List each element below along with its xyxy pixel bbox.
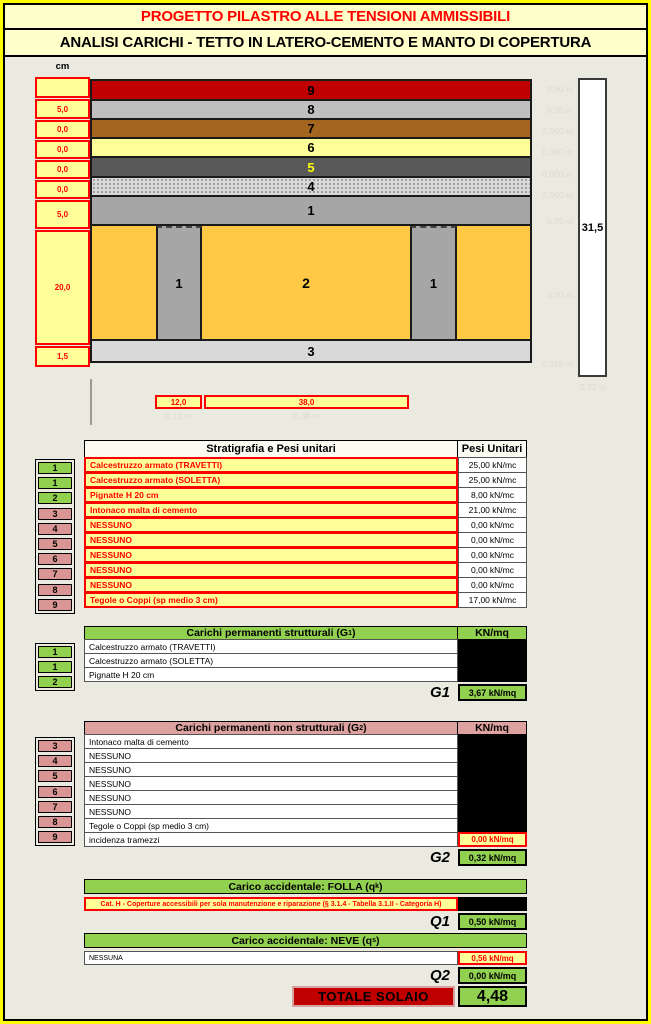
layer-number-badge: 8	[38, 584, 72, 596]
meter-label: 0,000 m	[542, 126, 573, 136]
layer-6: 6	[92, 139, 530, 158]
total-height-meter: 0,32 m	[580, 382, 606, 392]
layer-plaster: 3	[92, 341, 530, 361]
neve-title: Carico accidentale: NEVE (q s )	[84, 933, 527, 948]
load-item-label: NESSUNO	[84, 748, 458, 763]
layer-number-badge: 5	[38, 538, 72, 550]
load-item-label: Intonaco malta di cemento	[84, 734, 458, 749]
meter-label: 0,015 m	[542, 359, 573, 369]
unit-weight-value: 25,00 kN/mc	[458, 457, 527, 473]
incidenza-label: incidenza tramezzi	[84, 832, 458, 847]
meter-label: 0,20 m	[547, 290, 573, 300]
g1-unit-header: KN/mq	[458, 626, 527, 640]
load-item-label: Pignatte H 20 cm	[84, 667, 458, 682]
unit-weight-value: 17,00 kN/mc	[458, 592, 527, 608]
unit-weight-value: 0,00 kN/mc	[458, 577, 527, 593]
stratigrafia-table	[84, 440, 527, 608]
unit-weight-value: 0,00 kN/mc	[458, 562, 527, 578]
layer-number-badge: 2	[38, 492, 72, 504]
hidden-value-cell	[458, 790, 527, 805]
hidden-value-cell	[458, 667, 527, 682]
meter-label: 0,05 m	[547, 216, 573, 226]
q2-total-value: 0,00 kN/mq	[458, 967, 527, 984]
load-item-label: NESSUNO	[84, 804, 458, 819]
layer-7: 7	[92, 120, 530, 139]
title-bar	[5, 5, 646, 57]
width-input-rib[interactable]: 12,0	[155, 395, 202, 409]
thickness-input[interactable]: 5,0	[35, 200, 90, 229]
rib-travetto: 1	[410, 226, 457, 339]
layer-number-badge: 4	[38, 523, 72, 535]
table-row	[84, 818, 527, 833]
g2-total-label: G2	[429, 849, 450, 866]
layer-number-badge: 5	[38, 770, 72, 782]
unit-weight-value: 0,00 kN/mc	[458, 532, 527, 548]
stratigrafia-rows	[84, 457, 527, 608]
neve-section	[84, 933, 527, 984]
thickness-input[interactable]: 0,0	[35, 120, 90, 139]
table-row	[84, 487, 527, 503]
layer-number-badge: 4	[38, 755, 72, 767]
layer-number-badge: 1	[38, 462, 72, 474]
meter-label: 0,000 m	[542, 147, 573, 157]
page-title: PROGETTO PILASTRO ALLE TENSIONI AMMISSIBILI	[5, 5, 646, 30]
material-select[interactable]: NESSUNO	[84, 562, 458, 578]
table-row	[84, 517, 527, 533]
thickness-input[interactable]: 5,0	[35, 99, 90, 119]
layer-4-dotted: 4	[92, 178, 530, 197]
layer-5: 5	[92, 158, 530, 178]
g1-number-badges	[35, 643, 75, 691]
folla-category-row	[84, 897, 527, 911]
worksheet	[3, 3, 648, 1021]
table-row	[84, 457, 527, 473]
hidden-value-cell	[458, 776, 527, 791]
material-select[interactable]: Calcestruzzo armato (TRAVETTI)	[84, 457, 458, 473]
folla-title: Carico accidentale: FOLLA (q k )	[84, 879, 527, 894]
totale-section	[84, 986, 527, 1007]
meter-label: 0,00 m	[547, 84, 573, 94]
q1-total-value: 0,50 kN/mq	[458, 913, 527, 930]
q2-total-label: Q2	[429, 967, 450, 984]
g2-table	[84, 721, 527, 866]
unit-weight-value: 8,00 kN/mc	[458, 487, 527, 503]
g1-title: Carichi permanenti strutturali (G 1 )	[84, 626, 458, 640]
g2-total-value: 0,32 kN/mq	[458, 849, 527, 866]
table-row	[84, 472, 527, 488]
g1-total-value: 3,67 kN/mq	[458, 684, 527, 701]
thickness-input[interactable]: 20,0	[35, 230, 90, 345]
table-row	[84, 562, 527, 578]
layer-number-badge: 9	[38, 831, 72, 843]
q1-total-label: Q1	[429, 913, 450, 930]
neve-row	[84, 951, 527, 965]
thickness-input[interactable]: 0,0	[35, 180, 90, 199]
folla-category-select[interactable]: Cat. H - Coperture accessibili per sola manutenzione e riparazione (§ 3.1.4 - Tabella 3.1.II - Categoria H)	[84, 897, 458, 911]
layer-slab: 1	[92, 197, 530, 226]
block-label: 2	[302, 274, 310, 291]
layer-number-badge: 3	[38, 740, 72, 752]
layer-number-badge: 9	[38, 599, 72, 611]
incidenza-row	[84, 832, 527, 847]
thickness-input[interactable]: 0,0	[35, 160, 90, 179]
layer-number-badge: 6	[38, 786, 72, 798]
rib-travetto: 1	[156, 226, 202, 339]
g1-table	[84, 626, 527, 701]
unit-weight-value: 25,00 kN/mc	[458, 472, 527, 488]
material-select[interactable]: NESSUNO	[84, 532, 458, 548]
thickness-input[interactable]: 1,5	[35, 346, 90, 367]
thickness-input-column	[35, 77, 90, 368]
incidenza-input[interactable]: 0,00 kN/mq	[458, 832, 527, 847]
table-row	[84, 790, 527, 805]
pesi-unitari-header: Pesi Unitari	[458, 440, 527, 458]
layer-number-badge: 7	[38, 801, 72, 813]
unit-weight-value: 0,00 kN/mc	[458, 517, 527, 533]
layer-number-badge: 8	[38, 816, 72, 828]
g1-rows	[84, 639, 527, 682]
cm-column-header: cm	[55, 61, 70, 72]
diagram-edge-line	[90, 379, 92, 425]
load-item-label: Tegole o Coppi (sp medio 3 cm)	[84, 818, 458, 833]
table-row	[84, 502, 527, 518]
layer-number-badge: 7	[38, 568, 72, 580]
table-row	[84, 532, 527, 548]
material-select[interactable]: Calcestruzzo armato (SOLETTA)	[84, 472, 458, 488]
layer-number-badge: 3	[38, 508, 72, 520]
layer-number-badge: 2	[38, 676, 72, 688]
g2-unit-header: KN/mq	[458, 721, 527, 735]
folla-section	[84, 879, 527, 930]
layer-tiles: 9	[92, 81, 530, 101]
load-item-label: Calcestruzzo armato (SOLETTA)	[84, 653, 458, 668]
totale-solaio-label: TOTALE SOLAIO	[292, 986, 455, 1007]
meter-label: 0,000 m	[542, 169, 573, 179]
width-input-block[interactable]: 38,0	[204, 395, 409, 409]
load-item-label: Calcestruzzo armato (TRAVETTI)	[84, 639, 458, 654]
table-row	[84, 547, 527, 563]
meter-label: 0,05 m	[547, 105, 573, 115]
load-item-label: NESSUNO	[84, 776, 458, 791]
roof-stratigraphy-diagram	[90, 79, 532, 363]
table-row	[84, 577, 527, 593]
hidden-value-cell	[458, 762, 527, 777]
hidden-value-cell	[458, 897, 527, 911]
meter-label: 0,000 m	[542, 190, 573, 200]
hidden-value-cell	[458, 653, 527, 668]
table-row	[84, 592, 527, 608]
layer-number-badge: 6	[38, 553, 72, 565]
material-select[interactable]: NESSUNO	[84, 547, 458, 563]
total-height-value: 31,5	[581, 221, 604, 234]
layer-8: 8	[92, 101, 530, 120]
hidden-value-cell	[458, 818, 527, 833]
neve-select[interactable]: NESSUNA	[84, 951, 458, 965]
width-meter-rib: 0,12 m	[165, 411, 192, 421]
table-row	[84, 667, 527, 682]
thickness-input[interactable]	[35, 77, 90, 98]
table-row	[84, 748, 527, 763]
material-select[interactable]: NESSUNO	[84, 517, 458, 533]
total-height-bar	[578, 78, 607, 377]
g1-total-label: G1	[429, 684, 450, 701]
table-row	[84, 776, 527, 791]
hidden-value-cell	[458, 639, 527, 654]
material-select[interactable]: Pignatte H 20 cm	[84, 487, 458, 503]
hidden-value-cell	[458, 748, 527, 763]
material-select[interactable]: NESSUNO	[84, 577, 458, 593]
table-row	[84, 804, 527, 819]
material-select[interactable]: Tegole o Coppi (sp medio 3 cm)	[84, 592, 458, 608]
stratigrafia-number-badges	[35, 459, 75, 614]
layer-number-badge: 1	[38, 646, 72, 658]
unit-weight-value: 0,00 kN/mc	[458, 547, 527, 563]
table-row	[84, 762, 527, 777]
width-meter-block: 0,38 m	[293, 411, 320, 421]
load-item-label: NESSUNO	[84, 790, 458, 805]
table-row	[84, 734, 527, 749]
thickness-input[interactable]: 0,0	[35, 140, 90, 159]
table-row	[84, 653, 527, 668]
neve-value-input[interactable]: 0,56 kN/mq	[458, 951, 527, 965]
unit-weight-value: 21,00 kN/mc	[458, 502, 527, 518]
g2-title: Carichi permanenti non strutturali (G 2 )	[84, 721, 458, 735]
hidden-value-cell	[458, 734, 527, 749]
load-item-label: NESSUNO	[84, 762, 458, 777]
g2-number-badges	[35, 737, 75, 846]
stratigrafia-title: Stratigrafia e Pesi unitari	[84, 440, 458, 458]
layer-number-badge: 1	[38, 661, 72, 673]
totale-solaio-value: 4,48	[458, 986, 527, 1007]
table-row	[84, 639, 527, 654]
layer-number-badge: 1	[38, 477, 72, 489]
g2-rows	[84, 734, 527, 833]
hidden-value-cell	[458, 804, 527, 819]
material-select[interactable]: Intonaco malta di cemento	[84, 502, 458, 518]
page-subtitle: ANALISI CARICHI - TETTO IN LATERO-CEMENTO E MANTO DI COPERTURA	[59, 34, 592, 51]
layer-hollow-blocks	[92, 226, 530, 341]
